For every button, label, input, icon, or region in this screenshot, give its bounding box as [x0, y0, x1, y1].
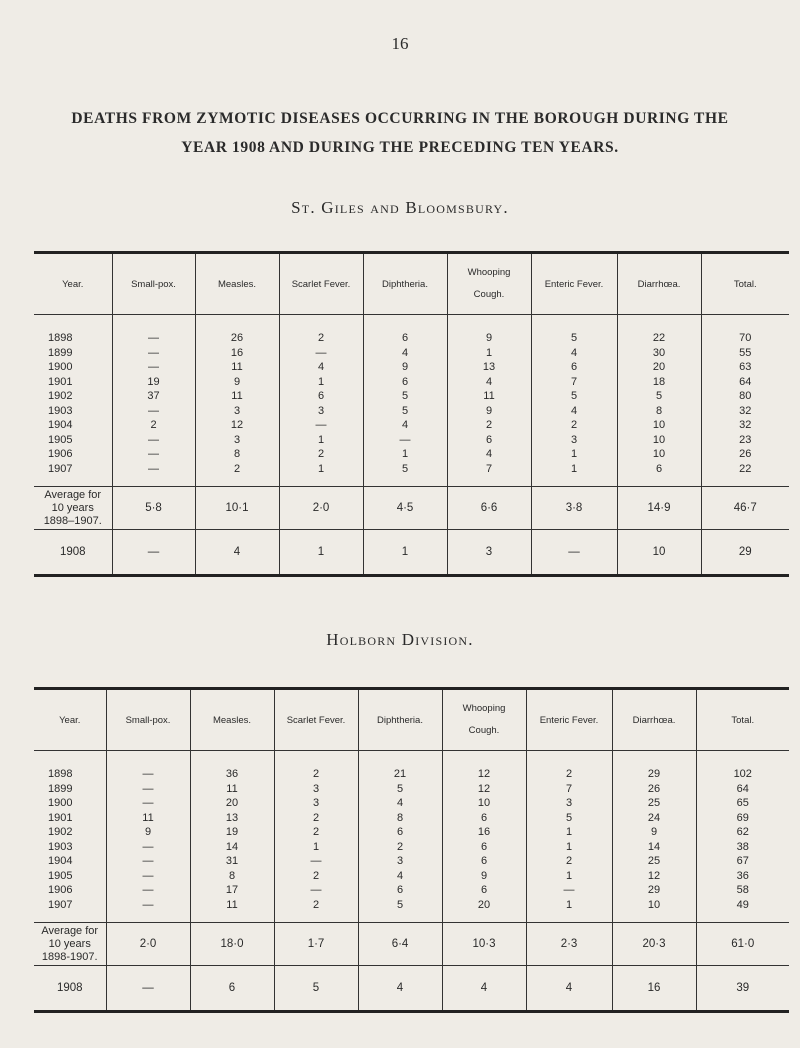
header-diphtheria: Diphtheria.	[363, 253, 447, 315]
table-cell: 29	[612, 751, 696, 782]
table-cell: 19	[112, 375, 195, 390]
table-cell: 1	[279, 375, 363, 390]
header-total: Total.	[701, 253, 789, 315]
table-cell: 1	[526, 840, 612, 855]
final-cell: 39	[696, 966, 789, 1012]
year-1908-row	[34, 530, 789, 576]
year-cell: 1906	[48, 884, 73, 897]
table-cell: 8	[617, 404, 701, 419]
table-cell: 32	[701, 404, 789, 419]
table-cell: 13	[447, 360, 531, 375]
final-cell: 6	[190, 966, 274, 1012]
table-cell: 2	[274, 825, 358, 840]
table-cell: 3	[195, 433, 279, 448]
table-cell: 11	[190, 898, 274, 923]
average-cell: 2·3	[526, 923, 612, 966]
table-cell: 32	[701, 418, 789, 433]
table-cell: 2	[531, 418, 617, 433]
table-cell: 4	[358, 869, 442, 884]
table-cell: 7	[526, 782, 612, 797]
table-cell: 3	[195, 404, 279, 419]
table-cell: 2	[526, 751, 612, 782]
average-cell: 46·7	[701, 487, 789, 530]
year-1908-row	[34, 966, 789, 1012]
table-cell: 4	[447, 447, 531, 462]
table-row	[34, 447, 789, 462]
year-rows	[34, 315, 789, 487]
table-cell: 1	[274, 840, 358, 855]
table-cell: 12	[442, 751, 526, 782]
final-year-label: 1908	[59, 546, 86, 558]
year-cell: 1899	[48, 782, 73, 795]
page-number: 16	[391, 34, 409, 53]
table-cell: 5	[531, 315, 617, 346]
table-cell: —	[279, 418, 363, 433]
table-cell: 14	[190, 840, 274, 855]
table-cell: 14	[612, 840, 696, 855]
table-cell: 2	[195, 462, 279, 487]
table-cell: 26	[612, 782, 696, 797]
table-row	[34, 811, 789, 826]
table-cell: 11	[106, 811, 190, 826]
page-title	[60, 104, 740, 162]
header-diphtheria: Diphtheria.	[358, 689, 442, 751]
table-row	[34, 825, 789, 840]
table-cell: 7	[531, 375, 617, 390]
table-cell: —	[112, 346, 195, 361]
table-row	[34, 854, 789, 869]
table-cell: 4	[531, 404, 617, 419]
final-cell: 10	[617, 530, 701, 576]
table-cell: 5	[358, 898, 442, 923]
table-cell: 1	[279, 433, 363, 448]
table-cell: —	[526, 883, 612, 898]
table-row	[34, 840, 789, 855]
table-cell: —	[112, 462, 195, 487]
header-year: Year.	[34, 689, 106, 751]
table-cell: —	[112, 360, 195, 375]
average-cell: 61·0	[696, 923, 789, 966]
table-cell: 5	[617, 389, 701, 404]
table-cell: 11	[447, 389, 531, 404]
year-cell: 1898	[48, 768, 73, 781]
year-cell: 1902	[48, 826, 73, 839]
year-cell: 1907	[48, 462, 73, 475]
table-cell: 8	[190, 869, 274, 884]
final-cell: 4	[195, 530, 279, 576]
table-cell: 24	[612, 811, 696, 826]
header-row	[34, 689, 789, 751]
table-cell: —	[112, 447, 195, 462]
table-cell: 1	[526, 869, 612, 884]
table-cell: —	[106, 883, 190, 898]
table-holborn	[34, 687, 789, 1013]
header-measles: Measles.	[190, 689, 274, 751]
table-row	[34, 433, 789, 448]
table-cell: —	[106, 751, 190, 782]
table-cell: 17	[190, 883, 274, 898]
final-cell: 1	[279, 530, 363, 576]
table-cell: 64	[701, 375, 789, 390]
table-cell: 11	[195, 360, 279, 375]
average-cell: 4·5	[363, 487, 447, 530]
table-row	[34, 796, 789, 811]
final-cell: —	[106, 966, 190, 1012]
year-cell: 1899	[48, 346, 73, 359]
table-row	[34, 315, 789, 346]
table-cell: 8	[195, 447, 279, 462]
table-row	[34, 462, 789, 487]
table-cell: 3	[358, 854, 442, 869]
header-diarrhoea: Diarrhœa.	[617, 253, 701, 315]
table-cell: 38	[696, 840, 789, 855]
average-cell: 20·3	[612, 923, 696, 966]
header-measles: Measles.	[195, 253, 279, 315]
average-cell: 18·0	[190, 923, 274, 966]
table-cell: 1	[531, 447, 617, 462]
table-cell: 4	[279, 360, 363, 375]
table-row	[34, 360, 789, 375]
table-cell: —	[106, 796, 190, 811]
table-cell: 2	[526, 854, 612, 869]
table-cell: 2	[447, 418, 531, 433]
table-cell: 7	[447, 462, 531, 487]
table-cell: 37	[112, 389, 195, 404]
final-year-label: 1908	[56, 982, 83, 994]
average-row	[34, 487, 789, 530]
average-cell: 14·9	[617, 487, 701, 530]
table-cell: 6	[363, 315, 447, 346]
year-cell: 1898	[48, 332, 73, 345]
table-cell: 64	[696, 782, 789, 797]
table-cell: 36	[190, 751, 274, 782]
title-line-1: DEATHS FROM ZYMOTIC DISEASES OCCURRING IN THE BOROUGH DURING THE	[71, 110, 729, 127]
table-cell: 1	[447, 346, 531, 361]
table-cell: 6	[442, 811, 526, 826]
year-cell: 1904	[48, 419, 73, 432]
final-cell: 16	[612, 966, 696, 1012]
table-cell: 5	[363, 462, 447, 487]
table-cell: 2	[279, 447, 363, 462]
table-cell: 5	[526, 811, 612, 826]
final-cell: 5	[274, 966, 358, 1012]
table-cell: 36	[696, 869, 789, 884]
year-cell: 1903	[48, 404, 73, 417]
year-cell: 1901	[48, 811, 73, 824]
table-cell: 26	[701, 447, 789, 462]
table-row	[34, 418, 789, 433]
header-total: Total.	[696, 689, 789, 751]
table-cell: 20	[442, 898, 526, 923]
table-cell: 3	[526, 796, 612, 811]
table-cell: —	[274, 854, 358, 869]
year-cell: 1900	[48, 361, 73, 374]
year-cell: 1901	[48, 375, 73, 388]
table-cell: 8	[358, 811, 442, 826]
header-scarlet-fever: Scarlet Fever.	[279, 253, 363, 315]
table-cell: 21	[358, 751, 442, 782]
average-cell: 5·8	[112, 487, 195, 530]
table-cell: 5	[358, 782, 442, 797]
average-cell: 6·4	[358, 923, 442, 966]
table-cell: 2	[274, 898, 358, 923]
table-row	[34, 782, 789, 797]
table-row	[34, 869, 789, 884]
table-cell: 26	[195, 315, 279, 346]
table-cell: —	[279, 346, 363, 361]
table-cell: 6	[617, 462, 701, 487]
table-cell: 9	[195, 375, 279, 390]
table-cell: 10	[617, 447, 701, 462]
table-cell: 63	[701, 360, 789, 375]
table-cell: —	[112, 404, 195, 419]
table-cell: 6	[358, 825, 442, 840]
table-cell: 3	[279, 404, 363, 419]
table-cell: 4	[358, 796, 442, 811]
table-cell: 6	[363, 375, 447, 390]
table-row	[34, 751, 789, 782]
table-cell: 65	[696, 796, 789, 811]
table-cell: 22	[701, 462, 789, 487]
table-row	[34, 375, 789, 390]
table-cell: 67	[696, 854, 789, 869]
table-cell: 10	[617, 433, 701, 448]
header-enteric-fever: Enteric Fever.	[531, 253, 617, 315]
table-cell: 2	[274, 811, 358, 826]
table-cell: 4	[363, 418, 447, 433]
average-cell: 6·6	[447, 487, 531, 530]
table-cell: 1	[279, 462, 363, 487]
table-cell: 12	[612, 869, 696, 884]
header-diarrhoea: Diarrhœa.	[612, 689, 696, 751]
average-cell: 2·0	[106, 923, 190, 966]
table-cell: —	[363, 433, 447, 448]
table-cell: 2	[274, 751, 358, 782]
table-cell: 11	[190, 782, 274, 797]
table-cell: 70	[701, 315, 789, 346]
header-smallpox: Small-pox.	[112, 253, 195, 315]
table-cell: 6	[442, 840, 526, 855]
table-cell: 4	[531, 346, 617, 361]
table-cell: 25	[612, 854, 696, 869]
table-cell: 18	[617, 375, 701, 390]
table-cell: 62	[696, 825, 789, 840]
table-cell: 1	[526, 825, 612, 840]
table-cell: 11	[195, 389, 279, 404]
final-cell: 3	[447, 530, 531, 576]
average-cell: 10·1	[195, 487, 279, 530]
year-cell: 1902	[48, 390, 73, 403]
final-cell: —	[531, 530, 617, 576]
table-cell: 6	[531, 360, 617, 375]
final-cell: 1	[363, 530, 447, 576]
header-whooping-cough: Whooping Cough.	[447, 253, 531, 315]
table-cell: 10	[617, 418, 701, 433]
year-cell: 1905	[48, 869, 73, 882]
table-cell: 5	[363, 404, 447, 419]
table-row	[34, 404, 789, 419]
table-cell: 102	[696, 751, 789, 782]
title-line-2: YEAR 1908 AND DURING THE PRECEDING TEN YEARS.	[181, 139, 619, 156]
table-cell: 16	[442, 825, 526, 840]
table-cell: 9	[447, 404, 531, 419]
header-year: Year.	[34, 253, 112, 315]
table-cell: 2	[112, 418, 195, 433]
table-cell: 20	[190, 796, 274, 811]
section-title-holborn: Holborn Division.	[326, 630, 474, 649]
year-cell: 1904	[48, 855, 73, 868]
table-cell: 12	[195, 418, 279, 433]
table-cell: 9	[442, 869, 526, 884]
final-cell: 4	[526, 966, 612, 1012]
table-cell: 19	[190, 825, 274, 840]
table-cell: 55	[701, 346, 789, 361]
year-cell: 1905	[48, 433, 73, 446]
average-label: Average for 10 years 1898-1907.	[34, 923, 106, 966]
table-cell: 3	[531, 433, 617, 448]
table-cell: 2	[358, 840, 442, 855]
table-cell: —	[112, 315, 195, 346]
table-cell: 49	[696, 898, 789, 923]
table-cell: 9	[447, 315, 531, 346]
table-cell: 2	[274, 869, 358, 884]
table-cell: —	[106, 840, 190, 855]
table-cell: 5	[363, 389, 447, 404]
header-smallpox: Small-pox.	[106, 689, 190, 751]
average-cell: 10·3	[442, 923, 526, 966]
table-cell: 6	[442, 883, 526, 898]
header-row	[34, 253, 789, 315]
table-cell: 4	[447, 375, 531, 390]
table-row	[34, 389, 789, 404]
table-cell: 6	[447, 433, 531, 448]
average-row	[34, 923, 789, 966]
table-cell: 22	[617, 315, 701, 346]
table-cell: 6	[279, 389, 363, 404]
table-row	[34, 883, 789, 898]
table-cell: 69	[696, 811, 789, 826]
table-cell: 16	[195, 346, 279, 361]
table-cell: 2	[279, 315, 363, 346]
table-row	[34, 346, 789, 361]
table-cell: —	[112, 433, 195, 448]
average-cell: 1·7	[274, 923, 358, 966]
table-cell: 3	[274, 782, 358, 797]
average-cell: 3·8	[531, 487, 617, 530]
average-cell: 2·0	[279, 487, 363, 530]
final-cell: 4	[442, 966, 526, 1012]
table-cell: 9	[106, 825, 190, 840]
year-cell: 1900	[48, 797, 73, 810]
final-cell: 29	[701, 530, 789, 576]
table-cell: —	[106, 898, 190, 923]
table-cell: 13	[190, 811, 274, 826]
section-title-st-giles: St. Giles and Bloomsbury.	[291, 198, 509, 217]
table-cell: 29	[612, 883, 696, 898]
table-cell: —	[106, 854, 190, 869]
table-cell: —	[106, 782, 190, 797]
table-cell: 1	[531, 462, 617, 487]
year-cell: 1906	[48, 448, 73, 461]
table-cell: 58	[696, 883, 789, 898]
table-cell: 80	[701, 389, 789, 404]
table-cell: 10	[442, 796, 526, 811]
table-cell: 3	[274, 796, 358, 811]
final-cell: —	[112, 530, 195, 576]
table-cell: —	[274, 883, 358, 898]
average-label: Average for 10 years 1898–1907.	[34, 487, 112, 530]
table-cell: 5	[531, 389, 617, 404]
table-row	[34, 898, 789, 923]
table-cell: 1	[363, 447, 447, 462]
table-cell: 30	[617, 346, 701, 361]
header-scarlet-fever: Scarlet Fever.	[274, 689, 358, 751]
year-rows	[34, 751, 789, 923]
table-cell: 9	[363, 360, 447, 375]
table-cell: 12	[442, 782, 526, 797]
table-cell: 20	[617, 360, 701, 375]
header-enteric-fever: Enteric Fever.	[526, 689, 612, 751]
table-cell: 4	[363, 346, 447, 361]
table-cell: 6	[442, 854, 526, 869]
final-cell: 4	[358, 966, 442, 1012]
table-cell: 25	[612, 796, 696, 811]
header-whooping-cough: Whooping Cough.	[442, 689, 526, 751]
table-st-giles	[34, 251, 789, 577]
year-cell: 1903	[48, 840, 73, 853]
table-cell: 6	[358, 883, 442, 898]
year-cell: 1907	[48, 898, 73, 911]
table-cell: 1	[526, 898, 612, 923]
table-cell: 31	[190, 854, 274, 869]
table-cell: 23	[701, 433, 789, 448]
table-cell: —	[106, 869, 190, 884]
table-cell: 10	[612, 898, 696, 923]
table-cell: 9	[612, 825, 696, 840]
